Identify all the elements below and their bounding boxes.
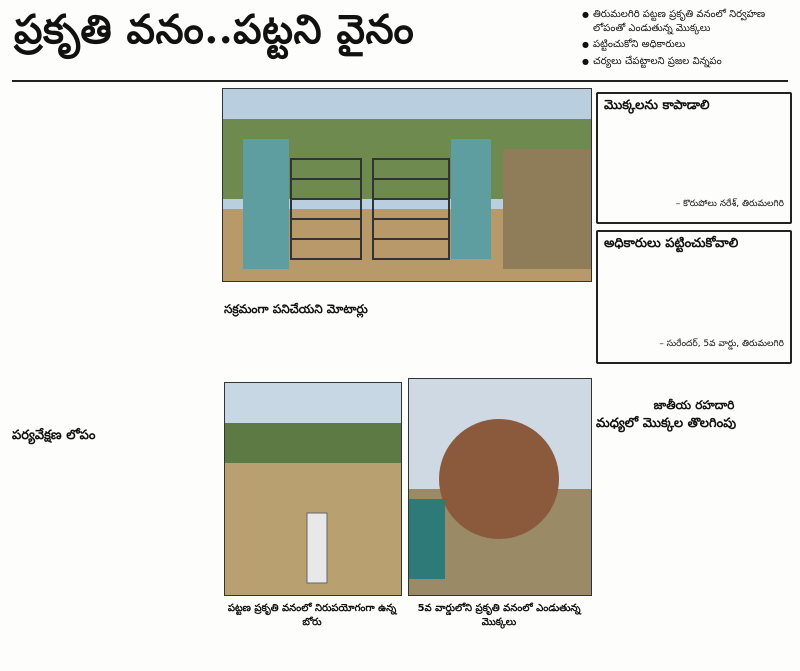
bullet-item	[582, 38, 796, 52]
bullet-icon: ●	[582, 40, 589, 49]
header-rule	[12, 80, 788, 82]
middle-subheading: సక్రమంగా పనిచేయని మోటార్లు	[224, 302, 368, 316]
right-column	[596, 92, 792, 667]
quote-box-1-credit: – కొరుపోలు నరేశ్, తిరుమలగిరి	[675, 198, 784, 209]
bore-photo-caption: పట్టణ ప్రకృతి వనంలో నిరుపయోగంగా ఉన్న బోరు	[227, 603, 397, 628]
summary-bullets	[582, 8, 796, 71]
bullet-text: పట్టించుకోని అధికారులు	[592, 39, 686, 50]
right-text-block-2	[596, 436, 792, 646]
bullet-item	[582, 8, 796, 35]
bullet-icon: ●	[582, 56, 589, 66]
headline: ప్రకృతి వనం..పట్టని వైనం	[14, 6, 415, 53]
right-subheading-line1: జాతీయ రహదారి	[653, 398, 735, 412]
quote-box-1-text	[604, 118, 784, 196]
bullet-item	[582, 55, 796, 69]
quote-box-2-text	[604, 256, 784, 336]
right-subheading-line2: మధ్యలో మొక్కల తొలగింపు	[596, 416, 737, 431]
middle-text-left	[224, 320, 400, 376]
quote-box-2-title: అధికారులు పట్టించుకోవాలి	[604, 236, 739, 251]
dry-plants-caption: 5వ వార్డులోని ప్రకృతి వనంలో ఎండుతున్న మొక్కలు	[417, 603, 581, 628]
quote-box-1-title: మొక్కలను కాపాడాలి	[604, 98, 710, 113]
right-text-block-1	[596, 370, 792, 394]
bore-photo	[224, 382, 402, 596]
left-article-column	[12, 88, 212, 668]
quote-box-2-credit: – సురేందర్, 5వ వార్డు, తిరుమలగిరి	[659, 338, 784, 349]
quote-box-2	[596, 230, 792, 364]
gate-photo	[222, 88, 592, 282]
bullet-icon: ●	[582, 10, 589, 19]
left-subheading: పర్యవేక్షణ లోపం	[12, 428, 96, 443]
quote-box-1	[596, 92, 792, 224]
article-text-block	[12, 88, 212, 420]
bullet-text: తిరుమలగిరి పట్టణ ప్రకృతి వనంలో నిర్వహణ లోపంతో ఎండుతున్న మొక్కలు	[592, 9, 766, 34]
bullet-text: చర్యలు చేపట్టాలని ప్రజల విన్నపం	[592, 55, 722, 67]
middle-text-right	[408, 300, 590, 376]
dry-plants-photo	[408, 378, 592, 596]
